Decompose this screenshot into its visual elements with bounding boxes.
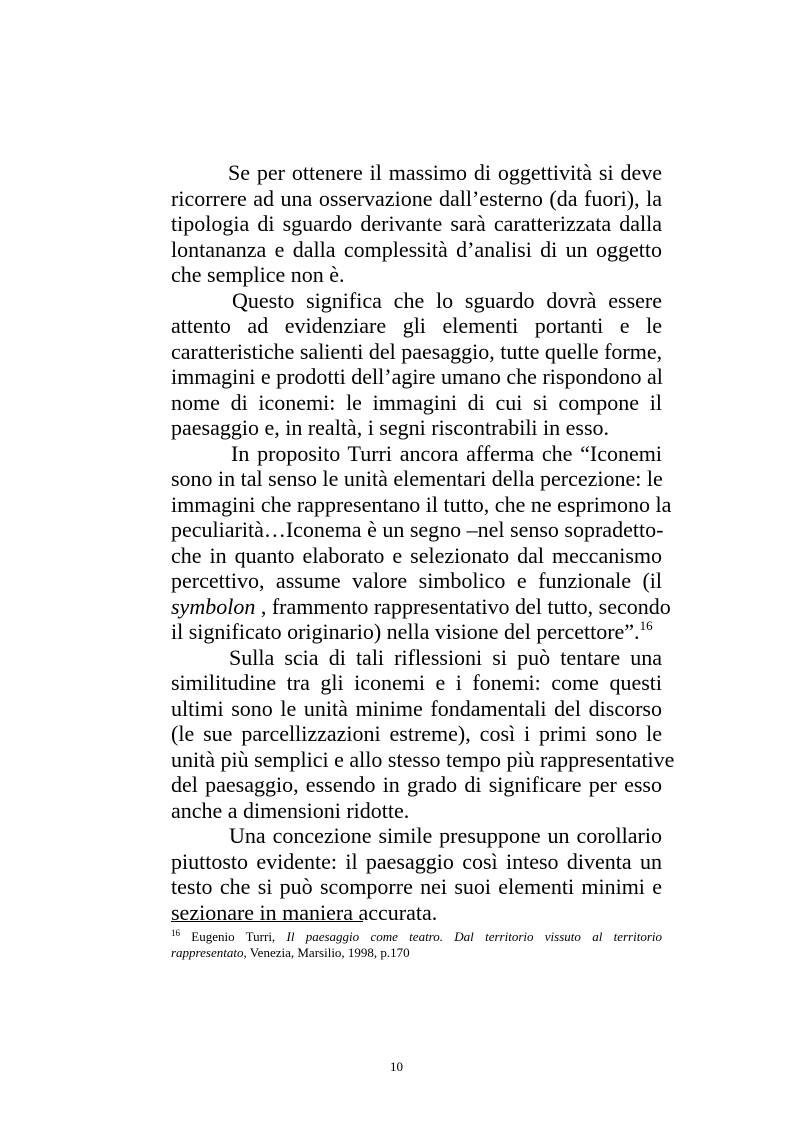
text-line: attento ad evidenziare gli elementi portanti e le: [171, 313, 662, 338]
text-line: [171, 619, 662, 645]
body-text: [171, 160, 675, 925]
text-line: lontananza e dalla complessità d’analisi di un oggetto: [171, 236, 662, 262]
page-number: 10: [390, 1059, 403, 1074]
text-line: testo che si può scomporre nei suoi elementi minimi e: [171, 874, 662, 899]
text-line: che semplice non è.: [171, 262, 345, 287]
italic-term: symbolon: [171, 593, 256, 619]
text-line: percettivo, assume valore simbolico e funzionale (il: [171, 568, 662, 593]
paragraph-4: [171, 644, 675, 824]
text-line: immagini e prodotti dell’agire umano che rispondono al: [171, 364, 663, 389]
footnote-number: 16: [171, 928, 180, 938]
text-line: paesaggio e, in realtà, i segni riscontrabili in esso.: [171, 415, 610, 440]
footnote-line: [171, 945, 662, 961]
text-line: In proposito Turri ancora afferma che “Iconemi: [231, 440, 662, 466]
text-line: nome di iconemi: le immagini di cui si compone il: [171, 389, 662, 415]
footnote-publication: , Venezia, Marsilio, 1998, p.170: [243, 945, 410, 960]
footnote-line: [171, 929, 662, 945]
text-fragment: , frammento rappresentativo del tutto, secondo: [255, 593, 671, 619]
text-fragment: il significato originario) nella visione del percettore”.: [171, 619, 640, 644]
text-line: piuttosto evidente: il paesaggio così inteso diventa un: [171, 848, 662, 874]
text-line: sezionare in maniera accurata.: [171, 899, 438, 925]
text-line: Questo significa che lo sguardo dovrà essere: [232, 287, 662, 313]
paragraph-1: [171, 160, 662, 288]
footnote-separator: [171, 921, 363, 922]
text-line: del paesaggio, essendo in grado di significare per esso: [171, 772, 662, 797]
footnote-title-cont: rappresentato: [171, 945, 244, 960]
footnote: [171, 929, 662, 961]
text-line: Una concezione simile presuppone un corollario: [229, 823, 662, 848]
text-line: (le sue parcellizzazioni estreme), così i primi sono le: [171, 721, 662, 746]
text-line: sono in tal senso le unità elementari della percezione: le: [171, 466, 663, 491]
footnote-title: Il paesaggio come teatro. Dal territorio vissuto al territorio: [286, 929, 662, 944]
paragraph-3: [171, 440, 672, 645]
paragraph-2: [171, 288, 662, 441]
text-line: anche a dimensioni ridotte.: [171, 797, 410, 823]
footnote-reference[interactable]: 16: [639, 618, 653, 633]
text-line: caratteristiche salienti del paesaggio, tutte quelle forme,: [171, 338, 663, 364]
text-line: che in quanto elaborato e selezionato dal meccanismo: [171, 542, 662, 568]
text-line: peculiarità…Iconema è un segno –nel senso sopradetto-: [171, 517, 664, 542]
text-line: Se per ottenere il massimo di oggettività si deve: [228, 160, 662, 185]
text-line: unità più semplici e allo stesso tempo più rappresentative: [171, 746, 675, 772]
text-line: immagini che rappresentano il tutto, che ne esprimono la: [171, 491, 672, 517]
paragraph-5: [171, 823, 662, 925]
text-line: similitudine tra gli iconemi e i fonemi: come questi: [171, 670, 662, 695]
text-line: Sulla scia di tali riflessioni si può tentare una: [229, 644, 662, 670]
text-line: ricorrere ad una osservazione dall’esterno (da fuori), la: [171, 185, 662, 211]
footnote-author: Eugenio Turri,: [180, 929, 287, 944]
text-line: ultimi sono le unità minime fondamentali del discorso: [171, 695, 662, 721]
text-line: [171, 593, 671, 620]
text-line: tipologia di sguardo derivante sarà caratterizzata dalla: [171, 211, 662, 236]
